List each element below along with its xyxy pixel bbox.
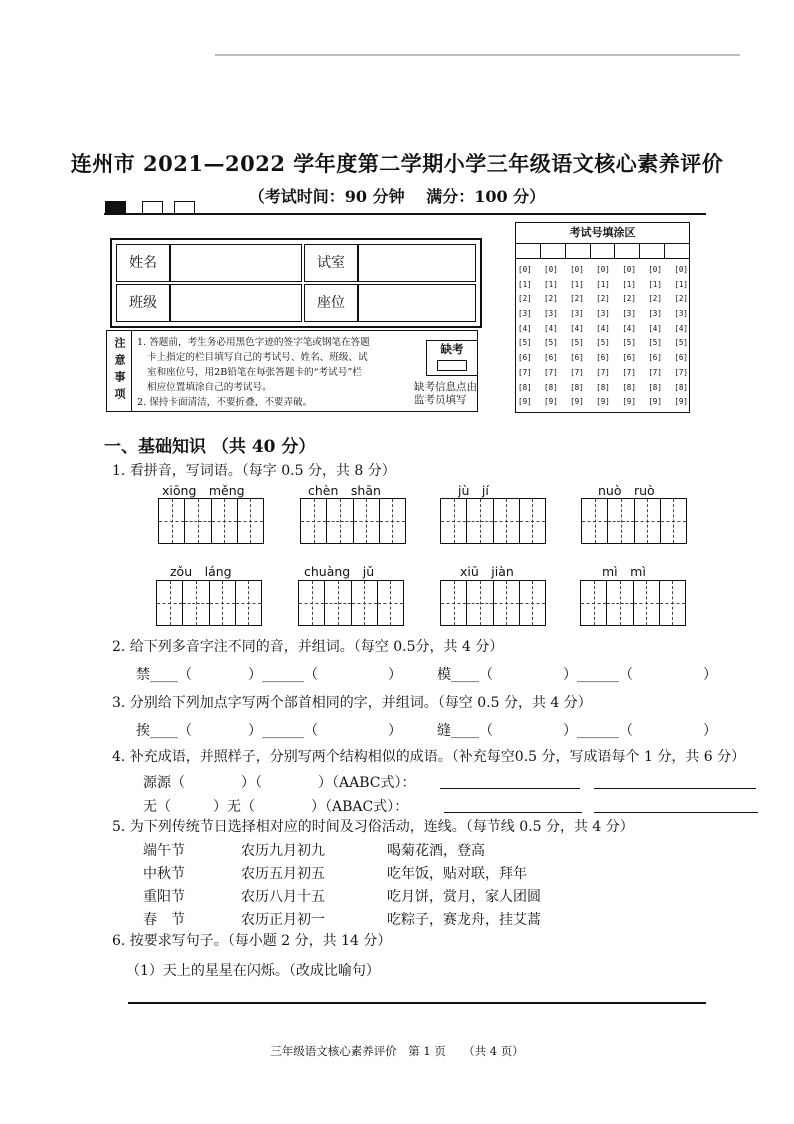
exam-bubble[interactable]: [6] [518, 353, 532, 363]
bubble-row [518, 366, 688, 381]
exam-bubble[interactable]: [3] [570, 309, 584, 319]
question-4-row2: 无（ ）无（ ）（ABAC式）： [143, 799, 409, 815]
exam-bubble[interactable]: [3] [674, 309, 688, 319]
exam-bubble[interactable]: [7] [518, 367, 532, 377]
exam-bubble[interactable]: [0] [544, 265, 558, 274]
exam-bubble[interactable]: [7] [570, 367, 584, 377]
instruction-line: 卡上指定的栏目填写自己的考试号、姓名、班级、试 [147, 352, 368, 363]
name-field[interactable] [170, 244, 302, 282]
festival-item[interactable]: 端午节 [143, 843, 185, 859]
question-1: 1. 看拼音，写词语。（每字 0.5 分，共 8 分） [112, 463, 396, 479]
pinyin-label: chèn shān [308, 483, 381, 498]
question-2: 2. 给下列多音字注不同的音，并组词。（每空 0.5分，共 4 分） [112, 639, 504, 655]
exam-bubble[interactable]: [5] [570, 338, 584, 348]
exam-bubble[interactable]: [5] [674, 338, 688, 348]
exam-bubble[interactable]: [6] [544, 353, 558, 363]
exam-digit-cell[interactable] [640, 243, 665, 259]
pinyin-label: zǒu láng [170, 564, 232, 579]
exam-bubble[interactable]: [8] [648, 382, 662, 392]
character-grid[interactable] [581, 498, 687, 544]
exam-digit-cell[interactable] [516, 243, 541, 259]
exam-bubble[interactable]: [1] [570, 279, 584, 289]
exam-bubble[interactable]: [8] [674, 382, 688, 392]
exam-bubble[interactable]: [3] [622, 309, 636, 319]
exam-bubble[interactable]: [7] [544, 367, 558, 377]
festival-item[interactable]: 中秋节 [143, 866, 185, 882]
exam-number-bubbles [518, 263, 688, 410]
room-field[interactable] [358, 244, 476, 282]
exam-bubble[interactable]: [0] [674, 265, 688, 274]
custom-item[interactable]: 吃月饼，赏月，家人团圆 [387, 889, 541, 905]
bubble-row [518, 292, 688, 307]
exam-bubble[interactable]: [5] [648, 338, 662, 348]
exam-bubble[interactable]: [9] [544, 397, 558, 407]
bubble-row [518, 351, 688, 366]
absent-checkbox[interactable] [437, 360, 467, 371]
bubble-row [518, 395, 688, 410]
exam-digit-cell[interactable] [566, 243, 591, 259]
exam-bubble[interactable]: [9] [518, 397, 532, 407]
pinyin-label: xiōng měng [162, 483, 245, 498]
exam-bubble[interactable]: [5] [544, 338, 558, 348]
scan-top-line [215, 54, 740, 56]
character-grid[interactable] [440, 580, 546, 626]
exam-bubble[interactable]: [4] [648, 323, 662, 333]
absent-label: 缺考 [440, 342, 464, 356]
exam-bubble[interactable]: [3] [544, 309, 558, 319]
character-grid[interactable] [298, 580, 404, 626]
exam-bubble[interactable]: [4] [518, 323, 532, 333]
festival-item[interactable]: 春 节 [143, 912, 185, 928]
exam-bubble[interactable]: [9] [674, 397, 688, 407]
exam-digit-cell[interactable] [591, 243, 616, 259]
exam-duration-subtitle: （考试时间：90 分钟 满分：100 分） [248, 187, 546, 206]
exam-bubble[interactable]: [1] [518, 279, 532, 289]
exam-bubble[interactable]: [9] [648, 397, 662, 407]
instructions-side-label: 注意事项 [107, 331, 132, 411]
custom-item[interactable]: 吃年饭，贴对联，拜年 [387, 866, 527, 882]
idiom-answer-line[interactable] [444, 812, 582, 813]
instruction-line: 相应位置填涂自己的考试号。 [147, 382, 272, 393]
character-grid[interactable] [440, 498, 546, 544]
student-info-table [110, 238, 482, 328]
pinyin-label: chuàng jǔ [304, 564, 375, 579]
exam-bubble[interactable]: [2] [648, 294, 662, 304]
exam-bubble[interactable]: [7] [674, 367, 688, 377]
exam-bubble[interactable]: [3] [518, 309, 532, 319]
exam-bubble[interactable]: [6] [596, 353, 610, 363]
exam-bubble[interactable]: [2] [596, 294, 610, 304]
exam-bubble[interactable]: [2] [518, 294, 532, 304]
pinyin-label: mì mì [602, 564, 646, 579]
idiom-answer-line[interactable] [594, 812, 758, 813]
exam-bubble[interactable]: [8] [570, 382, 584, 392]
exam-bubble[interactable]: [4] [596, 323, 610, 333]
exam-bubble[interactable]: [9] [622, 397, 636, 407]
page-title: 连州市 2021—2022 学年度第二学期小学三年级语文核心素养评价 [70, 151, 724, 176]
absent-note-line: 缺考信息点由 [414, 381, 477, 393]
bubble-row [518, 336, 688, 351]
exam-bubble[interactable]: [6] [570, 353, 584, 363]
exam-digit-cell[interactable] [541, 243, 566, 259]
exam-bubble[interactable]: [3] [648, 309, 662, 319]
room-label: 试室 [304, 244, 358, 282]
seat-field[interactable] [358, 284, 476, 322]
pinyin-label: nuò ruò [598, 483, 655, 498]
class-field[interactable] [170, 284, 302, 322]
exam-bubble[interactable]: [6] [622, 353, 636, 363]
character-grid[interactable] [156, 580, 262, 626]
seat-label: 座位 [304, 284, 358, 322]
exam-bubble[interactable]: [0] [518, 265, 532, 274]
name-label: 姓名 [116, 244, 170, 282]
exam-bubble[interactable]: [2] [622, 294, 636, 304]
exam-bubble[interactable]: [5] [596, 338, 610, 348]
bubble-row [518, 307, 688, 322]
custom-item[interactable]: 喝菊花酒，登高 [387, 843, 485, 859]
idiom-answer-line[interactable] [594, 788, 756, 789]
page-footer: 三年级语文核心素养评价 第 1 页 （共 4 页） [270, 1044, 524, 1058]
festival-item[interactable]: 重阳节 [143, 889, 185, 905]
exam-bubble[interactable]: [6] [648, 353, 662, 363]
class-label: 班级 [116, 284, 170, 322]
exam-digit-cell[interactable] [615, 243, 640, 259]
instruction-line: 室和座位号，用2B铅笔在每张答题卡的“考试号”栏 [147, 367, 362, 378]
exam-digit-cell[interactable] [665, 243, 689, 259]
question-6-1: （1）天上的星星在闪烁。（改成比喻句） [126, 963, 380, 979]
exam-bubble[interactable]: [7] [622, 367, 636, 377]
question-3-answer-row[interactable]: 挨____（ ）______（ ） 缝____（ ）______（ ） [136, 723, 717, 739]
exam-bubble[interactable]: [1] [622, 279, 636, 289]
exam-bubble[interactable]: [5] [518, 338, 532, 348]
exam-bubble[interactable]: [4] [622, 323, 636, 333]
absent-note [414, 381, 504, 407]
bubble-row [518, 381, 688, 396]
question-5: 5. 为下列传统节日选择相对应的时间及习俗活动，连线。（每节线 0.5 分，共 4 分） [112, 819, 634, 835]
exam-bubble[interactable]: [0] [596, 265, 610, 274]
exam-bubble[interactable]: [4] [570, 323, 584, 333]
question-2-answer-row[interactable]: 禁____（ ）______（ ） 模____（ ）______（ ） [136, 667, 717, 683]
exam-bubble[interactable]: [2] [674, 294, 688, 304]
bubble-row [518, 278, 688, 293]
question-4-row1: 源源（ ）（ ）（AABC式）： [143, 775, 416, 791]
exam-bubble[interactable]: [1] [648, 279, 662, 289]
date-item[interactable]: 农历九月初九 [241, 843, 325, 859]
exam-number-title: 考试号填涂区 [516, 223, 689, 244]
header-divider [104, 213, 706, 215]
exam-bubble[interactable]: [0] [622, 265, 636, 274]
exam-bubble[interactable]: [3] [596, 309, 610, 319]
exam-number-write-cells [516, 243, 689, 259]
exam-bubble[interactable]: [1] [596, 279, 610, 289]
date-item[interactable]: 农历五月初五 [241, 866, 325, 882]
exam-bubble[interactable]: [2] [544, 294, 558, 304]
exam-number-area [515, 222, 690, 413]
exam-bubble[interactable]: [7] [596, 367, 610, 377]
exam-bubble[interactable]: [2] [570, 294, 584, 304]
character-grid[interactable] [158, 498, 264, 544]
exam-bubble[interactable]: [7] [648, 367, 662, 377]
question-4: 4. 补充成语，并照样子，分别写两个结构相似的成语。（补充每空0.5 分，写成语每个 1 分，共 6 分） [112, 749, 746, 765]
bubble-row [518, 263, 688, 278]
pinyin-label: xiū jiàn [460, 564, 514, 579]
idiom-answer-line[interactable] [440, 788, 580, 789]
pinyin-label: jù jí [458, 483, 489, 498]
absent-box [426, 340, 478, 376]
exam-bubble[interactable]: [9] [596, 397, 610, 407]
exam-bubble[interactable]: [6] [674, 353, 688, 363]
date-item[interactable]: 农历正月初一 [241, 912, 325, 928]
exam-bubble[interactable]: [0] [648, 265, 662, 274]
exam-bubble[interactable]: [4] [544, 323, 558, 333]
character-grid[interactable] [580, 580, 686, 626]
question-6: 6. 按要求写句子。（每小题 2 分，共 14 分） [112, 933, 392, 949]
exam-bubble[interactable]: [1] [544, 279, 558, 289]
exam-bubble[interactable]: [8] [544, 382, 558, 392]
instruction-line: 1. 答题前，考生务必用黑色字迹的签字笔或钢笔在答题 [137, 337, 370, 348]
section-heading: 一、基础知识 （共 40 分） [104, 437, 316, 457]
exam-bubble[interactable]: [9] [570, 397, 584, 407]
exam-bubble[interactable]: [8] [596, 382, 610, 392]
exam-bubble[interactable]: [8] [622, 382, 636, 392]
exam-bubble[interactable]: [8] [518, 382, 532, 392]
exam-bubble[interactable]: [0] [570, 265, 584, 274]
exam-bubble[interactable]: [1] [674, 279, 688, 289]
exam-bubble[interactable]: [5] [622, 338, 636, 348]
custom-item[interactable]: 吃粽子，赛龙舟，挂艾蒿 [387, 912, 541, 928]
exam-bubble[interactable]: [4] [674, 323, 688, 333]
instruction-line: 2. 保持卡面清洁，不要折叠，不要弄破。 [137, 397, 313, 408]
date-item[interactable]: 农历八月十五 [241, 889, 325, 905]
answer-line[interactable] [128, 1002, 706, 1004]
question-3: 3. 分别给下列加点字写两个部首相同的字，并组词。（每空 0.5 分，共 4 分） [112, 695, 592, 711]
character-grid[interactable] [300, 498, 406, 544]
bubble-row [518, 322, 688, 337]
absent-note-line: 监考员填写 [414, 394, 467, 406]
